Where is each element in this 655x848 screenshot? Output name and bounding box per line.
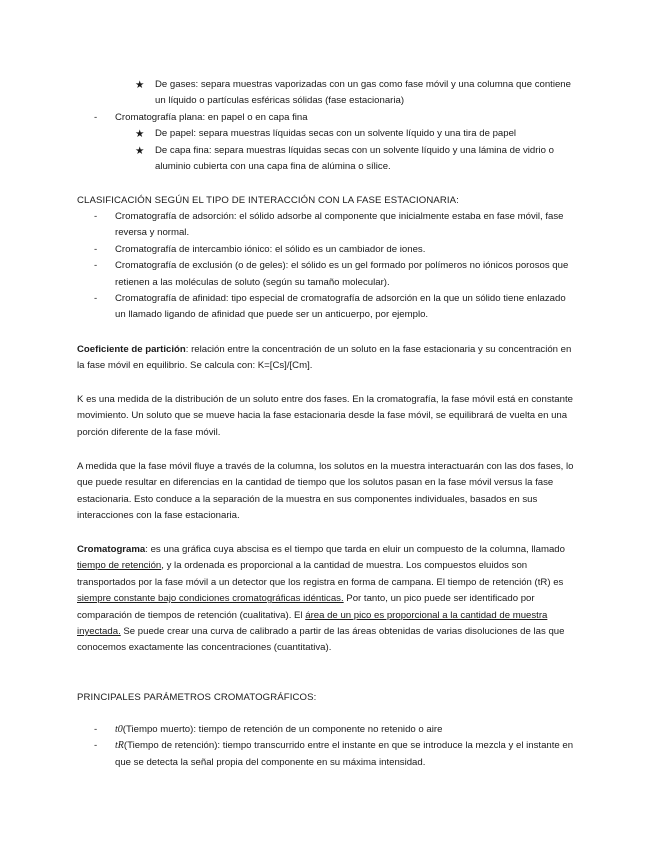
list-item-text: De papel: separa muestras líquidas secas con un solvente líquido y una tira de papel — [155, 128, 517, 140]
symbol: tR — [115, 740, 124, 752]
coeficiente-term: Coeficiente de partición — [77, 344, 186, 355]
dash-bullet: - — [94, 111, 98, 123]
dash-bullet: - — [94, 724, 98, 735]
list-item-text: Cromatografía plana: en papel o en capa fina — [115, 111, 308, 123]
list-item-text: Cromatografía de exclusión (o de geles): el sólido es un gel formado por polímeros no iónicos porosos que retienen a las moléculas de soluto (según su tamaño molecular). — [115, 260, 569, 288]
list-item-papel — [77, 126, 577, 142]
fase-paragraph: A medida que la fase móvil fluye a través de la columna, los solutos en la muestra interactuarán con las dos fases, lo que puede resultar en diferencias en la cantidad de tiempo que los solutos pasan en la fase móvil versus la fase estacionaria. Esto conduce a la separación de la muestra en sus componentes individuales, basados en sus interacciones con la fase estacionaria. — [77, 461, 574, 522]
list-item-plana — [77, 110, 577, 126]
underlined-text: área de un pico es proporcional a la cantidad de muestra inyectada. — [77, 609, 548, 638]
dash-bullet: - — [94, 293, 98, 305]
list-item — [77, 209, 577, 242]
list-item — [77, 258, 577, 291]
list-item-text: De capa fina: separa muestras líquidas secas con un solvente líquido y una lámina de vidrio o aluminio cubierta con una capa fina de alúmina o sílice. — [155, 144, 554, 173]
text-run: , y la ordenada es proporcional a la cantidad de muestra. Los compuestos eluidos son transportados por la fase móvil a un detector que los registra en forma de campana. El tiempo de retención (tR) es — [77, 560, 564, 588]
star-bullet-icon: ★ — [135, 144, 145, 157]
underlined-text: tiempo de retención — [77, 560, 162, 572]
text-run: Se puede crear una curva de calibrado a partir de las áreas obtenidas de varias disoluciones de las que conocemos exactamente las concentraciones (cuantitativa). — [77, 626, 565, 654]
star-bullet-icon: ★ — [135, 79, 145, 91]
list-item-text: Cromatografía de afinidad: tipo especial de cromatografía de adsorción en la que un sólido tiene enlazado un llamado ligando de afinidad que puede ser un anticuerpo, por ejemplo. — [115, 293, 566, 321]
star-bullet-icon: ★ — [135, 128, 145, 141]
list-item-text: Cromatografía de intercambio iónico: el sólido es un cambiador de iones. — [115, 243, 426, 255]
list-item-text: (Tiempo muerto): tiempo de retención de un componente no retenido o aire — [122, 724, 443, 735]
k-paragraph: K es una medida de la distribución de un soluto entre dos fases. En la cromatografía, la fase móvil está en constante movimiento. Un soluto que se mueve hacia la fase estacionaria desde la fase móvil, se equilibrará de vuelta en una porción diferente de la fase móvil. — [77, 394, 573, 438]
list-item-text: De gases: separa muestras vaporizadas con un gas como fase móvil y una columna que contiene un líquido o partículas esféricas sólidas (fase estacionaria) — [155, 79, 571, 107]
parametros-list — [77, 722, 577, 771]
list-top — [77, 77, 577, 175]
text-run: : es una gráfica cuya abscisa es el tiempo que tarda en eluir un compuesto de la columna, llamado — [145, 544, 565, 555]
list-item — [77, 722, 577, 738]
dash-bullet: - — [94, 260, 98, 272]
cromatograma-paragraph — [77, 542, 577, 657]
coeficiente-text: : relación entre la concentración de un soluto en la fase estacionaria y su concentración en la fase móvil en equilibrio. Se calcula con: K=[Cs]/[Cm]. — [77, 344, 572, 372]
clasificacion-list — [77, 209, 577, 324]
list-item-gases — [77, 77, 577, 110]
text-run: Por tanto, un pico puede ser identificado por comparación de tiempos de retención (cualitativa). El — [77, 593, 535, 621]
clasificacion-heading: CLASIFICACIÓN SEGÚN EL TIPO DE INTERACCIÓN CON LA FASE ESTACIONARIA: — [77, 195, 459, 206]
underlined-text: siempre constante bajo condiciones cromatográficas idénticas. — [77, 593, 344, 605]
list-item-capa-fina — [77, 143, 577, 176]
list-item-text: (Tiempo de retención): tiempo transcurrido entre el instante en que se introduce la mezcla y el instante en que se detecta la señal propia del componente en su máxima intensidad. — [115, 740, 574, 768]
list-item — [77, 291, 577, 324]
symbol: t0 — [115, 724, 123, 735]
coeficiente-paragraph — [77, 342, 577, 375]
list-item — [77, 738, 577, 771]
dash-bullet: - — [94, 211, 98, 222]
list-item — [77, 242, 577, 258]
parametros-heading: PRINCIPALES PARÁMETROS CROMATOGRÁFICOS: — [77, 692, 317, 703]
dash-bullet: - — [94, 740, 98, 752]
dash-bullet: - — [94, 243, 98, 255]
list-item-text: Cromatografía de adsorción: el sólido adsorbe al componente que inicialmente estaba en fase móvil, fase reversa y normal. — [115, 211, 564, 239]
cromatograma-term: Cromatograma — [77, 544, 146, 555]
